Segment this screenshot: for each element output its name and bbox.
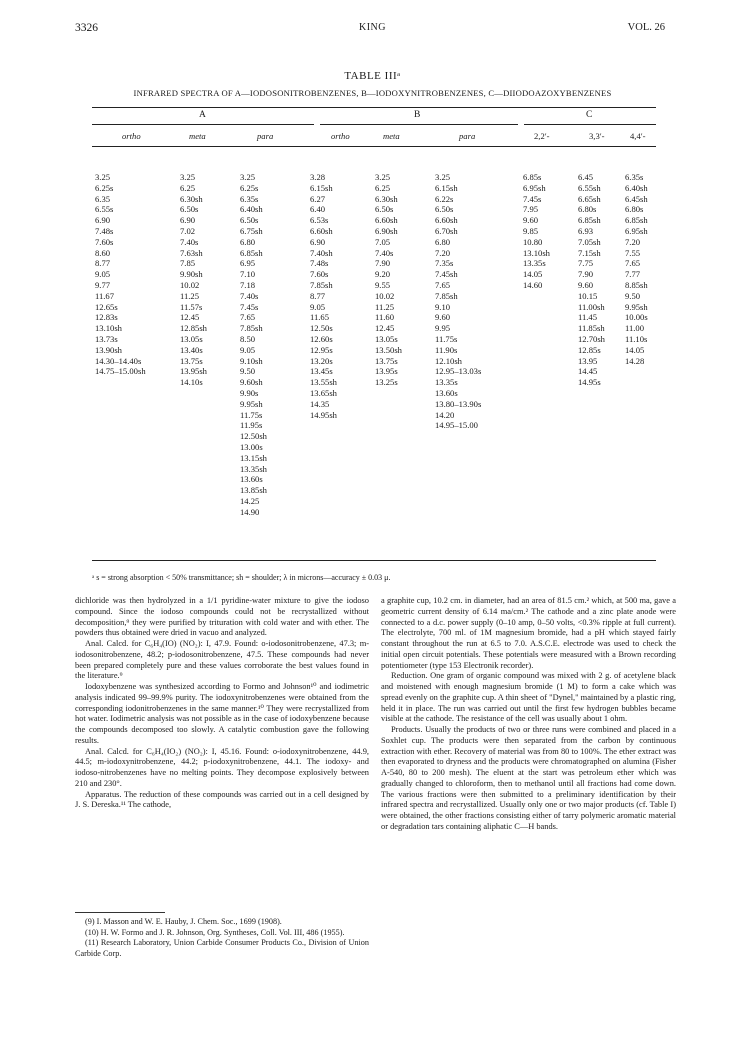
- running-title: KING: [359, 22, 386, 33]
- subheader-b-ortho: ortho: [331, 131, 350, 141]
- column-c-44: 6.35s 6.40sh 6.45sh 6.80s 6.85sh 6.95sh 7.20 7.55 7.65 7.77 8.85sh 9.50 9.95sh 10.00s 11.00 11.10s 14.05 14.28: [625, 172, 648, 366]
- table-bottom-rule: [92, 560, 656, 561]
- reference-item: (11) Research Laboratory, Union Carbide Consumer Products Co., Division of Union Carbide Corp.: [75, 938, 369, 958]
- footnote-rule: [75, 912, 165, 913]
- group-b-rule: [320, 124, 518, 125]
- page-header: [0, 22, 745, 38]
- column-c-22: 6.85s 6.95sh 7.45s 7.95 9.60 9.85 10.80 13.10sh 13.35s 14.05 14.60: [523, 172, 550, 290]
- column-b-ortho: 3.28 6.15sh 6.27 6.40 6.53s 6.60sh 6.90 7.40sh 7.48s 7.60s 7.85sh 8.77 9.05 11.65 12.50s 12.60s 12.95s 13.20s 13.45s 13.55sh 13.65sh 14.35 14.95sh: [310, 172, 337, 420]
- table-title: TABLE IIIᵃ: [344, 70, 401, 82]
- group-a-rule: [92, 124, 314, 125]
- column-a-meta: 3.25 6.25 6.30sh 6.50s 6.90 7.02 7.40s 7.63sh 7.85 9.90sh 10.02 11.25 11.57s 12.45 12.85sh 13.05s 13.40s 13.75s 13.95sh 14.10s: [180, 172, 207, 388]
- paragraph: Reduction. One gram of organic compound was mixed with 2 g. of acetylene black and moistened with enough magnesium bromide (1 M) to form a cake which was spread evenly on the graphite cup. A thin sheet of "Dynel," maintained by a plastic ring, held it in place. The run was carried out until the first few hydrogen bubbles became visible at the cathode. The resistance of the cell was usually about 1 ohm.: [381, 671, 676, 724]
- paragraph: Apparatus. The reduction of these compounds was carried out in a cell designed by J. S. Dereska.¹¹ The cathode,: [75, 789, 369, 810]
- group-label-b: B: [414, 110, 421, 120]
- group-label-a: A: [199, 110, 206, 120]
- subheader-b-meta: meta: [383, 131, 400, 141]
- table-caption: INFRARED SPECTRA OF A—IODOSONITROBENZENES, B—IODOXYNITROBENZENES, C—DIIODOAZOXYBENZENES: [133, 88, 612, 98]
- paragraph: Products. Usually the products of two or three runs were combined and placed in a Soxhlet cup. The products were then separated from the carbon by continuous extraction with ether. Recovery of material was from 80 to 100%. The ether extract was then evaporated to dryness and the products were chromatographed on alumina (Fisher A-540, 80 to 200 mesh). The eluent at the start was petroleum ether which was gradually changed to chloroform, then to methanol until all fractions had come down. The various fractions were then submitted to a preliminary identification by their infrared spectra and recrystallized. Usually only one or two major products (cf. Table I) were obtained, the other fractions consisting either of tarry polymeric aromatic material or degradation tars containing aliphatic C—H bands.: [381, 725, 676, 831]
- reference-item: (9) I. Masson and W. E. Hauby, J. Chem. Soc., 1699 (1908).: [85, 917, 282, 926]
- subheader-b-para: para: [459, 131, 476, 141]
- column-a-ortho: 3.25 6.25s 6.35 6.55s 6.90 7.48s 7.60s 8.60 8.77 9.05 9.77 11.67 12.65s 12.83s 13.10sh 13.73s 13.90sh 14.30–14.40s 14.75–15.00sh: [95, 172, 146, 377]
- table-header-rule: [92, 146, 656, 147]
- group-c-rule: [524, 124, 656, 125]
- column-c-33: 6.45 6.55sh 6.65sh 6.80s 6.85sh 6.93 7.05sh 7.15sh 7.75 7.90 9.60 10.15 11.00sh 11.45 11.85sh 12.70sh 12.85s 13.95 14.45 14.95s: [578, 172, 605, 388]
- subheader-c-33: 3,3′-: [589, 131, 605, 141]
- reference-item: (10) H. W. Formo and J. R. Johnson, Org. Syntheses, Coll. Vol. III, 486 (1955).: [85, 927, 345, 937]
- group-label-c: C: [586, 110, 593, 120]
- table-top-rule: [92, 107, 656, 108]
- subheader-c-22: 2,2′-: [534, 131, 550, 141]
- reference-list: [75, 917, 369, 959]
- paragraph: Anal. Calcd. for C₆H₄(IO₂) (NO₂): I, 45.16. Found: o-iodoxynitrobenzene, 44.9, 44.5; m-iodoxynitrobenzene, 44.2; p-iodoxynitrobenzene, 44.1. The iodoxy- and iodoso-nitrobenzenes have no melting points. They decompose explosively between 210 and 230°.: [75, 746, 369, 788]
- volume-label: VOL. 26: [627, 22, 665, 33]
- paragraph: Anal. Calcd. for C₆H₄(IO) (NO₂): I, 47.9. Found: o-iodosonitrobenzene, 47.3; m-iodosonitrobenzene, 48.2; p-iodosonitrobenzene, 47.5. These compounds had never been prepared completely pure and these values corroborate the best values found in the literature.⁹: [75, 639, 369, 681]
- subheader-a-meta: meta: [189, 131, 206, 141]
- table-footnote: ᵃ s = strong absorption < 50% transmittance; sh = shoulder; λ in microns—accuracy ± 0.03 μ.: [92, 573, 391, 582]
- paragraph: Iodoxybenzene was synthesized according to Formo and Johnson¹⁰ and iodimetric analysis indicated 99–99.9% purity. The iodoxynitrobenzenes were obtained from the corresponding iodonitrobenzenes in the same manner.¹⁰ They were recrystallized from hot water. Iodimetric analysis was not possible as in the case of iodoxybenzene because the compounds decomposed too slowly. A catalytic combustion gave the following results.: [75, 682, 369, 745]
- paragraph: a graphite cup, 10.2 cm. in diameter, had an area of 81.5 cm.² which, at 500 ma, gave a geometric current density of 6.14 ma/cm.² The cathode and a zinc plate anode were connected to a d.c. power supply (0–10 amp, 0–50 volts, <0.3% ripple at full current). The electrolyte, 700 ml. of 1M magnesium bromide, had a pH which stayed fairly constant throughout the run at 6.5 to 7.0. A.S.C.E. electrode was used to check the initial open circuit potentials. These potentials were measured with a Brown recording potentiometer (type 153 Electronik recorder).: [381, 596, 676, 670]
- left-column-text: [75, 596, 369, 811]
- column-a-para: 3.25 6.25s 6.35s 6.40sh 6.50s 6.75sh 6.80 6.85sh 6.95 7.10 7.18 7.40s 7.45s 7.65 7.85sh 8.50 9.05 9.10sh 9.50 9.60sh 9.90s 9.95sh 11.75s 11.95s 12.50sh 13.00s 13.15sh 13.35sh 13.60s 13.85sh 14.25 14.90: [240, 172, 267, 517]
- right-column-text: [381, 596, 676, 833]
- subheader-c-44: 4,4′-: [630, 131, 646, 141]
- paragraph: dichloride was then hydrolyzed in a 1/1 pyridine-water mixture to give the iodoso compound. Since the iodoso compounds could not be recrystallized without decomposition,⁹ they were purified by trituration with cold water and with ether. The powders thus obtained were dried in vacuo and analyzed.: [75, 596, 369, 638]
- column-b-para: 3.25 6.15sh 6.22s 6.50s 6.60sh 6.70sh 6.80 7.20 7.35s 7.45sh 7.65 7.85sh 9.10 9.60 9.95 11.75s 11.90s 12.10sh 12.95–13.03s 13.35s 13.60s 13.80–13.90s 14.20 14.95–15.00: [435, 172, 482, 431]
- page-number: 3326: [75, 22, 98, 34]
- column-b-meta: 3.25 6.25 6.30sh 6.50s 6.60sh 6.90sh 7.05 7.40s 7.90 9.20 9.55 10.02 11.25 11.60 12.45 13.05s 13.50sh 13.75s 13.95s 13.25s: [375, 172, 402, 388]
- subheader-a-ortho: ortho: [122, 131, 141, 141]
- subheader-a-para: para: [257, 131, 274, 141]
